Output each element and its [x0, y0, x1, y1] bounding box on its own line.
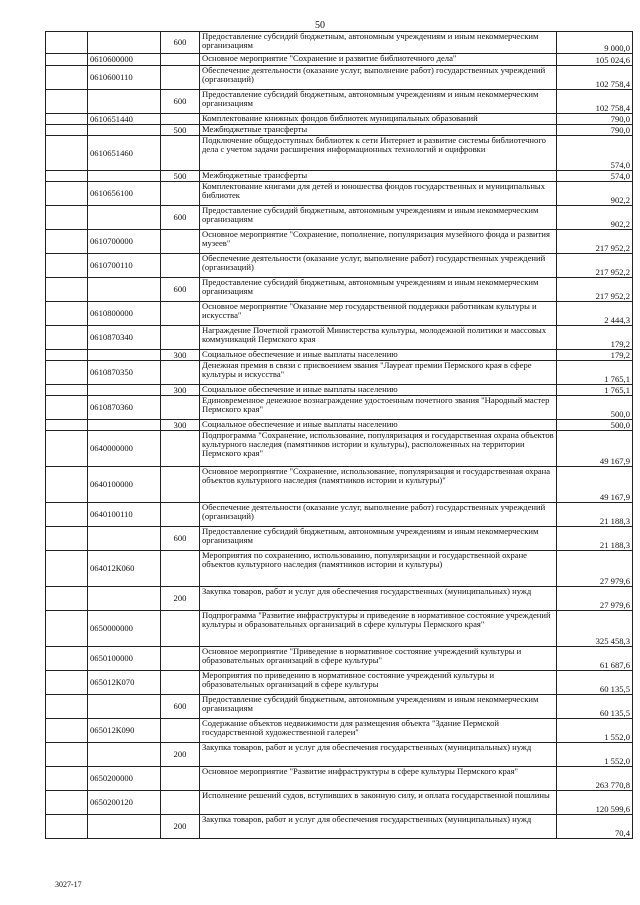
description-cell: Комплектование книжных фондов библиотек муниципальных образований: [200, 114, 557, 125]
description-cell: Социальное обеспечение и иные выплаты населению: [200, 420, 557, 431]
target-code-cell: [88, 32, 161, 54]
table-row: [46, 695, 633, 719]
expense-type-cell: 600: [161, 695, 200, 719]
amount-cell: 105 024,6: [557, 54, 633, 66]
amount-cell: 102 758,4: [557, 66, 633, 90]
target-code-cell: 065012К090: [88, 719, 161, 743]
blank-cell: [46, 66, 88, 90]
description-cell: Предоставление субсидий бюджетным, автономным учреждениям и иным некоммерческим организациям: [200, 90, 557, 114]
description-cell: Предоставление субсидий бюджетным, автономным учреждениям и иным некоммерческим организациям: [200, 278, 557, 302]
table-row: [46, 815, 633, 839]
blank-cell: [46, 551, 88, 587]
expense-type-cell: 200: [161, 815, 200, 839]
description-cell: Денежная премия в связи с присвоением звания "Лауреат премии Пермского края в сфере культуры и искусства": [200, 361, 557, 385]
expense-type-cell: 300: [161, 350, 200, 361]
expense-type-cell: [161, 431, 200, 467]
table-row: [46, 587, 633, 611]
blank-cell: [46, 302, 88, 326]
target-code-cell: [88, 587, 161, 611]
description-cell: Закупка товаров, работ и услуг для обеспечения государственных (муниципальных) нужд: [200, 587, 557, 611]
expense-type-cell: [161, 254, 200, 278]
expense-type-cell: [161, 671, 200, 695]
description-cell: Единовременное денежное вознаграждение удостоенным почетного звания "Народный мастер Пермского края": [200, 396, 557, 420]
blank-cell: [46, 136, 88, 171]
blank-cell: [46, 611, 88, 647]
table-row: [46, 647, 633, 671]
blank-cell: [46, 791, 88, 815]
amount-cell: 9 000,0: [557, 32, 633, 54]
expense-type-cell: [161, 361, 200, 385]
expense-type-cell: [161, 302, 200, 326]
description-cell: Предоставление субсидий бюджетным, автономным учреждениям и иным некоммерческим организациям: [200, 695, 557, 719]
table-row: [46, 385, 633, 396]
description-cell: Обеспечение деятельности (оказание услуг, выполнение работ) государственных учреждений (организаций): [200, 503, 557, 527]
expense-type-cell: [161, 503, 200, 527]
target-code-cell: 0650200120: [88, 791, 161, 815]
table-row: [46, 503, 633, 527]
blank-cell: [46, 431, 88, 467]
description-cell: Содержание объектов недвижимости для размещения объекта "Здание Пермской государственной художественной галереи": [200, 719, 557, 743]
target-code-cell: 0610600000: [88, 54, 161, 66]
target-code-cell: 0610600110: [88, 66, 161, 90]
target-code-cell: 0640100000: [88, 467, 161, 503]
blank-cell: [46, 54, 88, 66]
description-cell: Исполнение решений судов, вступивших в законную силу, и оплата государственной пошлины: [200, 791, 557, 815]
table-row: [46, 302, 633, 326]
blank-cell: [46, 278, 88, 302]
expense-type-cell: [161, 467, 200, 503]
table-row: [46, 671, 633, 695]
table-row: [46, 527, 633, 551]
expense-type-cell: [161, 551, 200, 587]
blank-cell: [46, 396, 88, 420]
target-code-cell: [88, 171, 161, 182]
blank-cell: [46, 767, 88, 791]
amount-cell: 217 952,2: [557, 278, 633, 302]
target-code-cell: 0610656100: [88, 182, 161, 206]
amount-cell: 790,0: [557, 125, 633, 136]
table-row: [46, 350, 633, 361]
amount-cell: 49 167,9: [557, 467, 633, 503]
amount-cell: 790,0: [557, 114, 633, 125]
expense-type-cell: 600: [161, 90, 200, 114]
amount-cell: 27 979,6: [557, 587, 633, 611]
amount-cell: 61 687,6: [557, 647, 633, 671]
description-cell: Закупка товаров, работ и услуг для обеспечения государственных (муниципальных) нужд: [200, 743, 557, 767]
expense-type-cell: 600: [161, 32, 200, 54]
blank-cell: [46, 206, 88, 230]
table-row: [46, 230, 633, 254]
blank-cell: [46, 587, 88, 611]
table-row: [46, 791, 633, 815]
table-row: [46, 125, 633, 136]
blank-cell: [46, 326, 88, 350]
description-cell: Основное мероприятие "Сохранение, пополнение, популяризация музейного фонда и развития музеев": [200, 230, 557, 254]
amount-cell: 574,0: [557, 171, 633, 182]
table-row: [46, 90, 633, 114]
amount-cell: 500,0: [557, 396, 633, 420]
target-code-cell: [88, 125, 161, 136]
expense-type-cell: 600: [161, 527, 200, 551]
description-cell: Закупка товаров, работ и услуг для обеспечения государственных (муниципальных) нужд: [200, 815, 557, 839]
description-cell: Основное мероприятие "Сохранение и развитие библиотечного дела": [200, 54, 557, 66]
amount-cell: 1 552,0: [557, 719, 633, 743]
blank-cell: [46, 385, 88, 396]
budget-table-body: [46, 32, 633, 839]
amount-cell: 120 599,6: [557, 791, 633, 815]
description-cell: Основное мероприятие "Развитие инфраструктуры в сфере культуры Пермского края": [200, 767, 557, 791]
amount-cell: 217 952,2: [557, 254, 633, 278]
target-code-cell: 0640100110: [88, 503, 161, 527]
amount-cell: 325 458,3: [557, 611, 633, 647]
target-code-cell: 064012К060: [88, 551, 161, 587]
expense-type-cell: 500: [161, 125, 200, 136]
expense-type-cell: [161, 136, 200, 171]
target-code-cell: [88, 527, 161, 551]
target-code-cell: 0610651440: [88, 114, 161, 125]
table-row: [46, 136, 633, 171]
amount-cell: 217 952,2: [557, 230, 633, 254]
amount-cell: 179,2: [557, 326, 633, 350]
table-row: [46, 66, 633, 90]
footer-document-code: 3027-17: [55, 880, 82, 889]
expense-type-cell: [161, 114, 200, 125]
amount-cell: 574,0: [557, 136, 633, 171]
target-code-cell: [88, 695, 161, 719]
amount-cell: 263 770,8: [557, 767, 633, 791]
description-cell: Подпрограмма "Сохранение, использование, популяризация и государственная охрана объектов культурного наследия (памятников истории и культуры), расположенных на территории Пермского края": [200, 431, 557, 467]
blank-cell: [46, 647, 88, 671]
blank-cell: [46, 527, 88, 551]
blank-cell: [46, 815, 88, 839]
blank-cell: [46, 171, 88, 182]
blank-cell: [46, 503, 88, 527]
target-code-cell: 065012К070: [88, 671, 161, 695]
expense-type-cell: 500: [161, 171, 200, 182]
blank-cell: [46, 182, 88, 206]
description-cell: Комплектование книгами для детей и юношества фондов государственных и муниципальных библиотек: [200, 182, 557, 206]
blank-cell: [46, 90, 88, 114]
table-row: [46, 32, 633, 54]
target-code-cell: [88, 385, 161, 396]
description-cell: Предоставление субсидий бюджетным, автономным учреждениям и иным некоммерческим организациям: [200, 32, 557, 54]
amount-cell: 500,0: [557, 420, 633, 431]
table-row: [46, 551, 633, 587]
target-code-cell: 0640000000: [88, 431, 161, 467]
table-row: [46, 361, 633, 385]
table-row: [46, 254, 633, 278]
target-code-cell: [88, 278, 161, 302]
description-cell: Предоставление субсидий бюджетным, автономным учреждениям и иным некоммерческим организациям: [200, 527, 557, 551]
target-code-cell: [88, 350, 161, 361]
expense-type-cell: 300: [161, 420, 200, 431]
expense-type-cell: 600: [161, 206, 200, 230]
table-row: [46, 719, 633, 743]
table-row: [46, 467, 633, 503]
expense-type-cell: [161, 767, 200, 791]
description-cell: Основное мероприятие "Сохранение, использование, популяризация и государственная охрана объектов культурного наследия (памятников истории и культуры)": [200, 467, 557, 503]
description-cell: Основное мероприятие "Оказание мер государственной поддержки работникам культуры и искусства": [200, 302, 557, 326]
table-row: [46, 431, 633, 467]
expense-type-cell: [161, 396, 200, 420]
amount-cell: 1 765,1: [557, 385, 633, 396]
table-row: [46, 396, 633, 420]
page-number: 50: [315, 20, 325, 31]
blank-cell: [46, 420, 88, 431]
table-row: [46, 206, 633, 230]
expense-type-cell: 600: [161, 278, 200, 302]
amount-cell: 902,2: [557, 206, 633, 230]
amount-cell: 70,4: [557, 815, 633, 839]
amount-cell: 60 135,5: [557, 695, 633, 719]
blank-cell: [46, 743, 88, 767]
amount-cell: 179,2: [557, 350, 633, 361]
blank-cell: [46, 114, 88, 125]
budget-table: [45, 31, 633, 839]
blank-cell: [46, 361, 88, 385]
amount-cell: 60 135,5: [557, 671, 633, 695]
expense-type-cell: [161, 791, 200, 815]
target-code-cell: [88, 743, 161, 767]
description-cell: Межбюджетные трансферты: [200, 171, 557, 182]
expense-type-cell: [161, 230, 200, 254]
blank-cell: [46, 230, 88, 254]
target-code-cell: [88, 90, 161, 114]
description-cell: Награждение Почетной грамотой Министерства культуры, молодежной политики и массовых коммуникаций Пермского края: [200, 326, 557, 350]
target-code-cell: 0610870360: [88, 396, 161, 420]
target-code-cell: 0610870340: [88, 326, 161, 350]
table-row: [46, 171, 633, 182]
amount-cell: 1 552,0: [557, 743, 633, 767]
amount-cell: 102 758,4: [557, 90, 633, 114]
table-row: [46, 54, 633, 66]
description-cell: Подпрограмма "Развитие инфраструктуры и приведение в нормативное состояние учреждений культуры и образовательных организаций в сфере культуры Пермского края": [200, 611, 557, 647]
expense-type-cell: 200: [161, 587, 200, 611]
table-row: [46, 114, 633, 125]
description-cell: Подключение общедоступных библиотек к сети Интернет и развитие системы библиотечного дела с учетом задачи расширения информационных технологий и оцифровки: [200, 136, 557, 171]
table-row: [46, 326, 633, 350]
expense-type-cell: [161, 54, 200, 66]
target-code-cell: 0610870350: [88, 361, 161, 385]
description-cell: Мероприятия по приведению в нормативное состояние учреждений культуры и образовательных организаций в сфере культуры: [200, 671, 557, 695]
table-row: [46, 182, 633, 206]
description-cell: Основное мероприятие "Приведение в нормативное состояние учреждений культуры и образовательных организаций в сфере культуры": [200, 647, 557, 671]
description-cell: Обеспечение деятельности (оказание услуг, выполнение работ) государственных учреждений (организаций): [200, 254, 557, 278]
target-code-cell: 0650100000: [88, 647, 161, 671]
target-code-cell: 0610700110: [88, 254, 161, 278]
blank-cell: [46, 350, 88, 361]
amount-cell: 1 765,1: [557, 361, 633, 385]
description-cell: Обеспечение деятельности (оказание услуг, выполнение работ) государственных учреждений (организаций): [200, 66, 557, 90]
amount-cell: 902,2: [557, 182, 633, 206]
blank-cell: [46, 671, 88, 695]
blank-cell: [46, 32, 88, 54]
expense-type-cell: [161, 719, 200, 743]
blank-cell: [46, 719, 88, 743]
description-cell: Предоставление субсидий бюджетным, автономным учреждениям и иным некоммерческим организациям: [200, 206, 557, 230]
table-row: [46, 767, 633, 791]
amount-cell: 49 167,9: [557, 431, 633, 467]
target-code-cell: [88, 420, 161, 431]
blank-cell: [46, 467, 88, 503]
target-code-cell: 0610651460: [88, 136, 161, 171]
amount-cell: 21 188,3: [557, 527, 633, 551]
expense-type-cell: 300: [161, 385, 200, 396]
target-code-cell: 0610700000: [88, 230, 161, 254]
table-row: [46, 743, 633, 767]
table-row: [46, 278, 633, 302]
target-code-cell: 0610800000: [88, 302, 161, 326]
target-code-cell: 0650200000: [88, 767, 161, 791]
target-code-cell: 0650000000: [88, 611, 161, 647]
amount-cell: 21 188,3: [557, 503, 633, 527]
blank-cell: [46, 125, 88, 136]
description-cell: Межбюджетные трансферты: [200, 125, 557, 136]
expense-type-cell: 200: [161, 743, 200, 767]
expense-type-cell: [161, 182, 200, 206]
target-code-cell: [88, 815, 161, 839]
blank-cell: [46, 695, 88, 719]
table-row: [46, 420, 633, 431]
target-code-cell: [88, 206, 161, 230]
description-cell: Социальное обеспечение и иные выплаты населению: [200, 350, 557, 361]
expense-type-cell: [161, 611, 200, 647]
description-cell: Социальное обеспечение и иные выплаты населению: [200, 385, 557, 396]
amount-cell: 27 979,6: [557, 551, 633, 587]
blank-cell: [46, 254, 88, 278]
expense-type-cell: [161, 66, 200, 90]
amount-cell: 2 444,3: [557, 302, 633, 326]
expense-type-cell: [161, 326, 200, 350]
expense-type-cell: [161, 647, 200, 671]
table-row: [46, 611, 633, 647]
description-cell: Мероприятия по сохранению, использованию, популяризации и государственной охране объектов культурного наследия (памятников истории и культуры): [200, 551, 557, 587]
